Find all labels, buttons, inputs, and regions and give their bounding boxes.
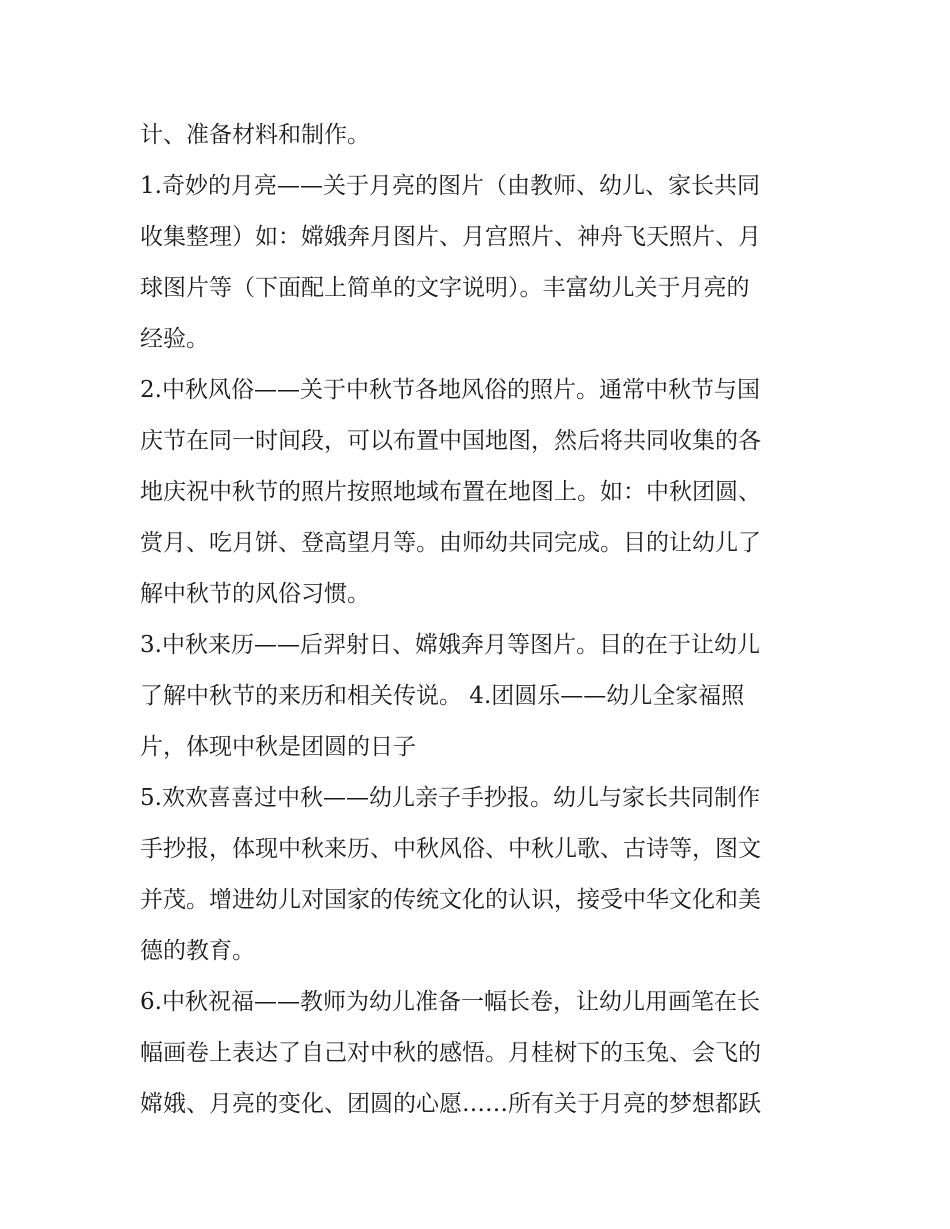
text-line: 1.奇妙的月亮——关于月亮的图片（由教师、幼儿、家长共同 [140,173,760,199]
text-line: 计、准备材料和制作。 [140,122,370,148]
text-line: 嫦娥、月亮的变化、团圆的心愿……所有关于月亮的梦想都跃 [140,1091,761,1117]
text-line: 收集整理）如：嫦娥奔月图片、月宫照片、神舟飞天照片、月 [140,224,761,250]
text-line: 手抄报，体现中秋来历、中秋风俗、中秋儿歌、古诗等，图文 [140,836,761,862]
text-line: 片，体现中秋是团圆的日子 [140,734,416,760]
text-line: 并茂。增进幼儿对国家的传统文化的认识，接受中华文化和美 [140,887,761,913]
text-line: 地庆祝中秋节的照片按照地域布置在地图上。如：中秋团圆、 [140,479,761,505]
text-line: 2.中秋风俗——关于中秋节各地风俗的照片。通常中秋节与国 [140,377,760,403]
body-text [140,110,820,1130]
text-line: 6.中秋祝福——教师为幼儿准备一幅长卷，让幼儿用画笔在长 [140,989,760,1015]
text-line: 3.中秋来历——后羿射日、嫦娥奔月等图片。目的在于让幼儿 [140,632,760,658]
text-line: 德的教育。 [140,938,255,964]
text-line: 了解中秋节的来历和相关传说。 4.团圆乐——幼儿全家福照 [140,683,745,709]
text-line: 5.欢欢喜喜过中秋——幼儿亲子手抄报。幼儿与家长共同制作 [140,785,760,811]
text-line: 幅画卷上表达了自己对中秋的感悟。月桂树下的玉兔、会飞的 [140,1040,761,1066]
text-line: 球图片等（下面配上简单的文字说明）。丰富幼儿关于月亮的 [140,275,750,301]
text-line: 经验。 [140,326,209,352]
text-line: 庆节在同一时间段，可以布置中国地图，然后将共同收集的各 [140,428,761,454]
text-line: 解中秋节的风俗习惯。 [140,581,370,607]
text-line: 赏月、吃月饼、登高望月等。由师幼共同完成。目的让幼儿了 [140,530,761,556]
